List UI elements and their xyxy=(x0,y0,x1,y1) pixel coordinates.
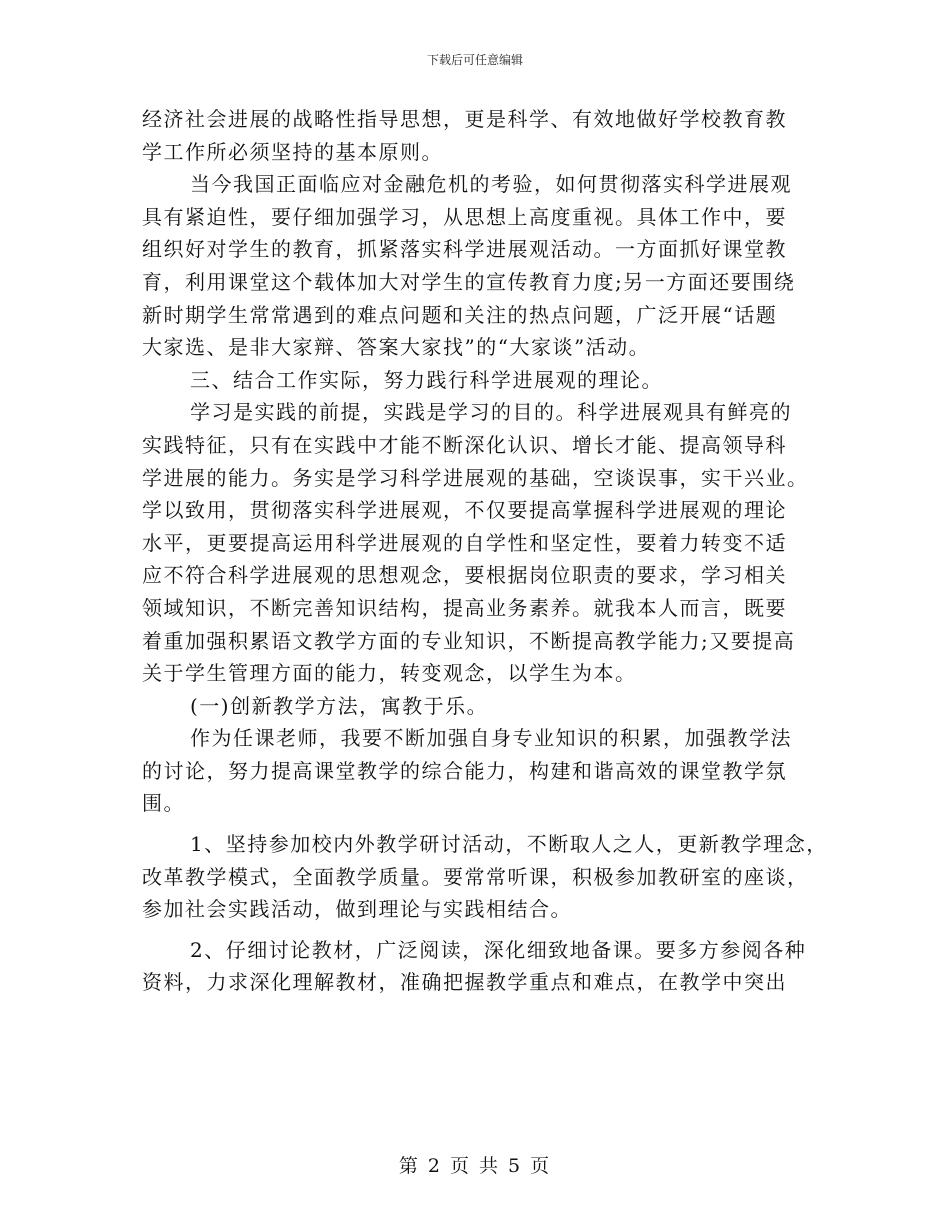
text-line: 水平，更要提高运用科学进展观的自学性和坚定性，要着力转变不适 xyxy=(142,530,787,555)
text-line: 着重加强积累语文教学方面的专业知识，不断提高教学能力;又要提高 xyxy=(142,628,796,653)
text-line: 学以致用，贯彻落实科学进展观，不仅要提高掌握科学进展观的理论 xyxy=(142,498,787,523)
text-line: 领域知识，不断完善知识结构，提高业务素养。就我本人而言，既要 xyxy=(142,595,787,620)
text-line: 关于学生管理方面的能力，转变观念，以学生为本。 xyxy=(142,661,637,686)
text-line: 的讨论，努力提高课堂教学的综合能力，构建和谐高效的课堂教学氛 xyxy=(142,758,787,783)
text-line: 育，利用课堂这个载体加大对学生的宣传教育力度;另一方面还要围绕 xyxy=(142,269,796,294)
text-line: 组织好对学生的教育，抓紧落实科学进展观活动。一方面抓好课堂教 xyxy=(142,237,787,262)
text-line: 学进展的能力。务实是学习科学进展观的基础，空谈误事，实干兴业。 xyxy=(142,465,809,490)
text-line: 实践特征，只有在实践中才能不断深化认识、增长才能、提高领导科 xyxy=(142,432,787,457)
text-line: 围。 xyxy=(142,791,185,816)
document-body xyxy=(142,103,828,999)
text-line: 具有紧迫性，要仔细加强学习，从思想上高度重视。具体工作中，要 xyxy=(142,204,787,229)
text-line: 当今我国正面临应对金融危机的考验，如何贯彻落实科学进展观 xyxy=(190,172,792,197)
text-line: 新时期学生常常遇到的难点问题和关注的热点问题，广泛开展“话题 xyxy=(142,302,778,327)
page-header: 下载后可任意编辑 xyxy=(426,53,523,67)
subsection-heading: (一)创新教学方法，寓教于乐。 xyxy=(190,693,489,718)
text-line: 参加社会实践活动，做到理论与实践相结合。 xyxy=(142,897,572,922)
text-line: 作为任课老师，我要不断加强自身专业知识的积累，加强教学法 xyxy=(190,726,792,751)
page-number: 第 2 页 共 5 页 xyxy=(398,1155,552,1177)
text-line: 大家选、是非大家辩、答案大家找”的“大家谈”活动。 xyxy=(142,335,651,360)
text-line: 经济社会进展的战略性指导思想，更是科学、有效地做好学校教育教 xyxy=(142,107,787,131)
text-line: 学工作所必须坚持的基本原则。 xyxy=(142,139,443,164)
text-line: 应不符合科学进展观的思想观念，要根据岗位职责的要求，学习相关 xyxy=(142,563,787,588)
section-heading: 三、结合工作实际，努力践行科学进展观的理论。 xyxy=(190,367,663,392)
text-line: 改革教学模式，全面教学质量。要常常听课，积极参加教研室的座谈， xyxy=(142,864,809,889)
text-line: 资料，力求深化理解教材，准确把握教学重点和难点，在教学中突出 xyxy=(142,970,787,995)
text-line: 2、仔细讨论教材，广泛阅读，深化细致地备课。要多方参阅各种 xyxy=(190,937,807,962)
text-line: 学习是实践的前提，实践是学习的目的。科学进展观具有鲜亮的 xyxy=(190,400,792,425)
text-line: 1、坚持参加校内外教学研讨活动，不断取人之人，更新教学理念， xyxy=(190,832,828,857)
